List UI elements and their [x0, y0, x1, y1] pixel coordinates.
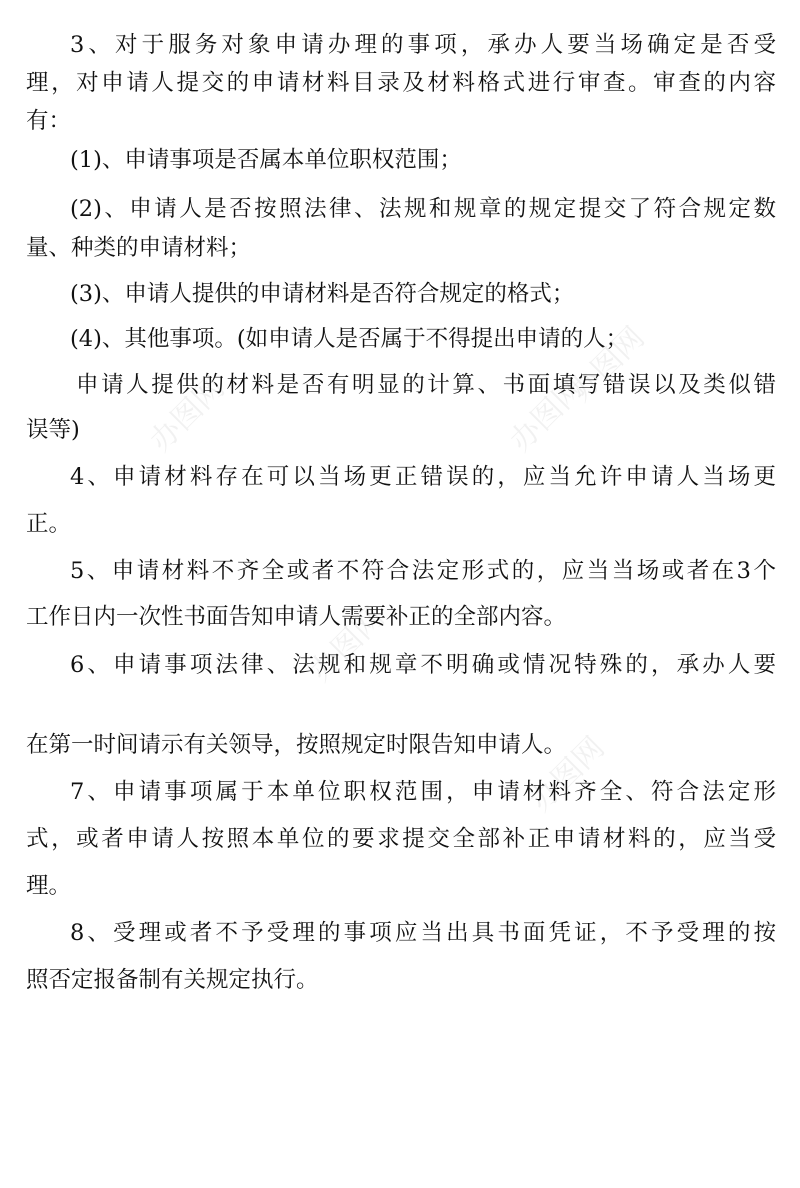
- watermark: 办图网: [523, 730, 612, 819]
- list-item-line: (3)、申请人提供的申请材料是否符合规定的格式；: [70, 281, 575, 307]
- list-item-line: 误等): [26, 417, 80, 443]
- paragraph-line: 理，对申请人提交的申请材料目录及材料格式进行审查。审查的内容: [26, 70, 776, 96]
- list-item-line: 量、种类的申请材料；: [26, 235, 252, 261]
- paragraph-line: 8、受理或者不予受理的事项应当出具书面凭证，不予受理的按: [70, 920, 776, 946]
- watermark: 办图网: [563, 320, 652, 409]
- paragraph-line: 理。: [26, 873, 72, 899]
- watermark: 办图网: [303, 600, 392, 689]
- list-item-line: 申请人提供的材料是否有明显的计算、书面填写错误以及类似错: [76, 372, 776, 398]
- paragraph-line: 照否定报备制有关规定执行。: [26, 967, 319, 993]
- paragraph-line: 式，或者申请人按照本单位的要求提交全部补正申请材料的，应当受: [26, 826, 776, 852]
- list-item-line: (2)、申请人是否按照法律、法规和规章的规定提交了符合规定数: [70, 196, 776, 222]
- paragraph-line: 5、申请材料不齐全或者不符合法定形式的，应当当场或者在3个: [70, 558, 776, 584]
- watermark: 办图网: [503, 370, 592, 459]
- watermark: 办图网: [143, 370, 232, 459]
- paragraph-line: 正。: [26, 511, 72, 537]
- paragraph-line: 3、对于服务对象申请办理的事项，承办人要当场确定是否受: [70, 32, 776, 58]
- paragraph-line: 6、申请事项法律、法规和规章不明确或情况特殊的，承办人要: [70, 652, 776, 678]
- paragraph-line: 7、申请事项属于本单位职权范围，申请材料齐全、符合法定形: [70, 779, 776, 805]
- paragraph-line: 有：: [26, 108, 72, 134]
- paragraph-line: 4、申请材料存在可以当场更正错误的，应当允许申请人当场更: [70, 464, 776, 490]
- list-item-line: (1)、申请事项是否属本单位职权范围；: [70, 147, 462, 173]
- list-item-line: (4)、其他事项。(如申请人是否属于不得提出申请的人；: [70, 326, 629, 352]
- paragraph-line: 工作日内一次性书面告知申请人需要补正的全部内容。: [26, 604, 567, 630]
- paragraph-line: 在第一时间请示有关领导，按照规定时限告知申请人。: [26, 732, 567, 758]
